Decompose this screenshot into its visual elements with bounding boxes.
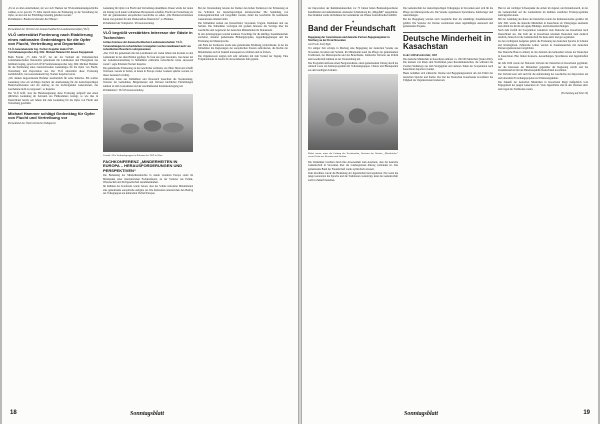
article-text: Die gemeinsame Erinnerung an die Geschichte verbindet, sie öffnet Türen und schafft Vertrauen. Gerade in Zeiten, in denen in Europa wieder Grenzen spürbar werden, ist dieser Austausch wichtig. [103, 66, 193, 77]
article-text: Die Zukunft der deutschen Minderheit in Kasachstan hängt maßgeblich vom Engagement der jungen Generation ab. Viele Jugendliche sind in den Vereinen aktiv und tragen die Traditionen weiter. [498, 80, 588, 91]
group-photo [103, 94, 193, 152]
right-column-3 [498, 7, 588, 407]
article-text: Bei der Veranstaltung betonte der Redner den hohen Stellenwert der Erinnerung an das Schicksal der deutschsprachigen Altösterreicher. Die Sammlung von Zeitzeugenberichten soll fortgeführt werden, damit die Geschichte für kommende Generationen erhalten bleibt. [198, 7, 288, 21]
page-number: 18 [10, 410, 17, 416]
article-text: Heute bemühen sich zahlreiche Vereine und Begegnungszentren um den Erhalt der deutschen Sprache und Kultur. Der Rat der Deutschen Kasachstans koordiniert die Tätigkeit der Organisationen landesweit. [403, 72, 493, 83]
article-text: Die Bedeutung der Minderheitenrechte in einem vereinten Europa stand im Mittelpunkt einer internationalen Fachkonferenz, zu der Vertreter aus Politik, Wissenschaft und Zivilgesellschaft zusammenkamen. [103, 174, 193, 185]
divider [8, 25, 98, 26]
publication-logo: Sonntagsblatt [404, 411, 439, 417]
article-text: „Es ist an allen entscheidend, der wer sich Themen der NS-Kommunistengeschichte widmet, es ist gewollt. 75 Jahre danach muss die Erinnerung an die Vertreibung der Opfer, an das Leid der Flüchtlinge lebendig gehalten werden.“ [8, 7, 98, 17]
article-text: Die deutsche Minderheit in Kasachstan umfasst ca. 180 000 Menschen (Stand 2020). Die meisten von ihnen sind Nachfahren jener Russlanddeutschen, die während des Zweiten Weltkriegs aus dem Wolgagebiet und anderen Teilen der Sowjetunion nach Kasachstan deportiert wurden. [403, 57, 493, 72]
article-text: Die Organisatoren zeigten sich sehr zufrieden mit dem Verlauf der Tagung. Eine Folgekonferenz ist bereits für das kommende Jahr geplant. [198, 54, 288, 61]
article-headline: FACHKONFERENZ „MINDERHEITEN IN EUROPA – HERAUSFORDERUNGEN UND PERSPEKTIVEN“ [103, 158, 183, 173]
left-column-3 [198, 7, 288, 407]
article-text: Zum Abschluss wurde die Bedeutung der Jugendarbeit hervorgehoben. Nur wenn die junge Generation die Sprache und die Traditionen weiterträgt, kann die Gemeinschaft auch in Zukunft bestehen. [308, 171, 398, 182]
article-text: Das Deutsche Haus in Almaty ist das Zentrum des kulturellen Lebens der Deutschen in Kasachstan. Hier finden Konzerte, Ausstellungen, Sprachkurse und Jugendtreffen statt. [498, 51, 588, 61]
article-credit: Präsidialamt der Volkspartei / Presseaussendung [103, 21, 155, 25]
article-text: Gedenktag für Opfer von Flucht und Vertreibung einzuführen. Dieser würde bei vielen ein bislang noch kaum vorhandenes Bewusstsein schaffen, Flucht und Vertreibung als Teil der gemeinsamen europäischen Geschichte zu sehen. „Die Heimatvertriebenen haben viel geleistet für den Wiederaufbau Österreichs“, so Hammer. [103, 7, 193, 21]
article-text: Das Programm umfasste einen Festgottesdienst, einen gemeinsamen Umzug durch die Altstadt sowie ein Kulturprogramm mit Volkstanzgruppen, Chören und Blaskapellen aus den beteiligten Ländern. [308, 61, 398, 72]
article-subheadline: Grünes Interesse der donauschwäbischen Landsmannschaften: VLÖ-Veranstaltungen im tschechischen Grenzgebiet werden zunehmend auch von tschechischen Besuchern wahrgenommen [103, 41, 191, 51]
right-column-1 [308, 7, 398, 407]
article-subheadline: In der UdSSR entrechtet, 1993 [403, 53, 437, 57]
photo-caption: Festakt / Die Verbandsgruppe im Rahmen des VLÖ in Wien [103, 154, 163, 158]
article-text: Nach dem Zerfall der Sowjetunion wanderten viele Deutsche aus Kasachstan nach Deutschland aus. Die Zahl der in Kasachstan lebenden Deutschen sank dadurch deutlich, dennoch ist die Gemeinschaft bis heute aktiv und gut organisiert. [498, 29, 588, 39]
article-text: Der Verband setzt sich auch für die Aufarbeitung der Geschichte der Deportation ein und unterstützt Forschungsprojekte zur Erinnerungskultur. [498, 73, 588, 80]
photo-caption: Dabei waren, unter der Leitung des Vorsitzenden, Vertreter der Vereine „Mostbrücke“ sowie Gäste aus Kroatien und Serbien. [308, 152, 398, 159]
article-text: In den Arbeitsgruppen wurden konkrete Vorschläge für die künftige Zusammenarbeit erarbeitet, darunter gemeinsame Bildungsprojekte, Jugendbegegnungen und die Förderung der Muttersprache. [198, 32, 288, 43]
article-text: Beim Festakt „75 Jahre VLÖ“, bei der der Verband der Volksdeutschen Landsmannschaften Österreichs gemeinsam mit Landsleuten und Ehrengästen das Jubiläum beging, sprach sich ÖVP-Vertriebenensprecher Abg. DDr. Michael Hammer für die Etablierung eines österreichweiten Gedenktages für die Opfer von Flucht, Vertreibung und Deportation aus. Der VLÖ unterstützt diese Forderung nachdrücklich, wie Generalsekretär Ing. Norbert Kapeller betont. [8, 55, 98, 77]
article-headline: Deutsche Minderheit in Kasachstan [403, 33, 492, 51]
left-column-2 [103, 7, 193, 407]
divider [403, 32, 493, 33]
event-photo [308, 74, 398, 150]
continuation-note: (Fortsetzung auf Seite 20) [560, 91, 588, 95]
article-subheadline: Begegnung der Generationen und deutsche Partner-Begegnungsfeier in Marburg an der Drau/Slowenien [308, 35, 390, 42]
article-text: Hier ist ein wichtiger Schwerpunkt die Arbeit im Jugend- und Kinderbereich, in der die Gemeinschaft auf die Landesmittel im Rahmen staatlicher Förderprogramme zurückgreifen kann. [498, 7, 588, 17]
page-number: 19 [583, 410, 590, 416]
article-subheadline: VLÖ-Generalsekretär Ing. Norbert Kapeller dankt ÖVP-Vertriebenensprecher Abg. DDr. Michael Hammer für dessen Engagement [8, 47, 94, 55]
article-text: Zu den wichtigsten Aufgaben gehört die Förderung der deutschen Sprache in Schulen und Kindergärten. Zahlreiche Lehrer werden in Zusammenarbeit mit deutschen Partnerorganisationen fortgebildet. [498, 40, 588, 50]
article-text: Der VLÖ hofft, dass die Bundesregierung diese Forderung aufgreift und einen jährlichen Gedenktag im Zeitraum des Frühsommers festlegt, so wie dies in Deutschland bereits seit Jahren mit dem Gedenktag für die Opfer von Flucht und Vertreibung geschieht. [8, 91, 98, 106]
ornament-icon: ✦ [351, 18, 355, 24]
divider [103, 28, 193, 29]
article-text: Bei der Begegnung wurden auch Gespräche über die zukünftige Zusammenarbeit geführt. Die Vertreter der Vereine vereinbarten einen regelmäßigen Austausch und gemeinsame Projekte. [403, 18, 493, 28]
article-text: „Wir danken Abgeordnetem Hammer ausdrücklich für seine Initiative. Ein solcher Gedenktag wäre ein wichtiges Zeichen der Anerkennung für die deutschsprachigen Heimatvertriebenen und ein Auftrag an die nachfolgenden Generationen, das Geschehene nicht zu vergessen“, so Kapeller. [8, 77, 98, 91]
article-text: Vor einiger Zeit erfolgte in Marburg eine Begegnung der deutschen Vereine aus Slowenien, Kroatien und Serbien. Im Mittelpunkt stand die Pflege der gemeinsamen Traditionen, der Muttersprache und des Brauchtums. Zahlreiche Vertreter aus Politik und Gesellschaft nahmen an der Veranstaltung teil. [308, 47, 398, 61]
article-text: Zahlreiche Gäste aus Südmähren und Österreich besuchten die Veranstaltung. Vertreter der Gemeinden, Bürgermeister und Vertreter kirchlicher Einrichtungen nahmen an dem Gottesdienst und der anschließenden Kranzniederlegung teil. [103, 77, 193, 88]
article-source: Pressedienst der Österreichischen Volkspartei [8, 121, 56, 125]
article-credit: Präsidialamt / VLÖ-Presseaussendung [103, 88, 144, 92]
left-page [2, 0, 298, 424]
article-credit: Präsidialamt / Bundesvorsitzender Karl Hauser [8, 18, 58, 21]
article-headline: Band der Freundschaft [308, 24, 396, 33]
article-text: der Deportation der Rumäniendeutschen vor 75 Jahren haben Bundesabgeordneter Kandlbinder und Außenminister Alexander Schallenberg ihr „Mitgefühl“ ausgedrückt. Das Denkmal wurde im Rahmen der Gedenkfeier am Wiener Zentralfriedhof enthüllt. [308, 7, 398, 17]
article-text: Im Rahmen der Konferenz wurde betont, dass der Schutz nationaler Minderheiten eine gemeinsame europäische Aufgabe sei. Die Referenten unterstrichen den Beitrag der Volksgruppen zur kulturellen Vielfalt Europas. [103, 185, 193, 196]
divider [8, 109, 98, 110]
right-page [302, 0, 598, 424]
article-author: von Erwin Josef Tigla [308, 43, 331, 47]
article-text: Die Teilnehmer brachten durch ihre Anwesenheit zum Ausdruck, dass die deutsche Gemeinschaft in Slowenien über die Landesgrenzen hinweg verbunden ist. Das gemeinsame Band der Freundschaft wurde symbolisch erneuert. [308, 160, 398, 171]
article-text: „Der VLÖ hat gemeinsam mit den Landsleuten seit vielen Jahren den Kontakt zu den Gemeinden in der alten Heimat gepflegt. Es freut uns ganz besonders, dass heuer bei der Gedenkveranstaltung in Südmähren zahlreiche tschechische Gäste anwesend waren“, sagte Präsident Norbert Kapeller. [103, 52, 193, 66]
article-text: Die Teilnehmer kamen aus Deutschland, Slowenien, Ungarn, Rumänien und aus Serbien. Die Teilnehmer verfolgten mit großem Interesse die Vorträge über die Geschichte und Gegenwart der deutschen Minderheiten im Donauraum. [198, 21, 288, 32]
article-headline: VLÖ begrüßt verstärktes Interesse der Gäste in Tschechien [103, 30, 193, 40]
article-headline: Michael Hammer schlägt Gedenktag für Opfer von Flucht und Vertreibung vor [8, 110, 95, 121]
article-headline: VLÖ unterstützt Forderung nach Etablierung eines nationalen Gedenktages für die Opfer von Flucht, Vertreibung und Deportation [8, 32, 93, 47]
article-text: Im Jahr 2020 wurde der Nationale Verband der Deutschen in Kasachstan gegründet, der die Interessen der Minderheit gegenüber der Regierung vertritt und die Zusammenarbeit mit der Bundesrepublik Deutschland koordiniert. [498, 62, 588, 72]
publication-logo: Sonntagsblatt [130, 411, 165, 417]
article-text: Am Ende der Konferenz wurde eine gemeinsame Erklärung verabschiedet, in der die Teilnehmer die Regierungen der europäischen Staaten aufforderten, die Rechte der Minderheiten auch in Zukunft konsequent zu schützen und zu fördern. [198, 43, 288, 54]
article-text: Mit der Gründung des Rates der Deutschen wurde die Kulturautonomie gestärkt. Im Jahr 1991 wurde die deutsche Minderheit in Kasachstan als Volksgruppe anerkannt und erhielt das Recht auf eigene Bildungs- und Kultureinrichtungen. [498, 18, 588, 28]
article-source: Pressedienst der Vertreter der donauschwäbischen Landsmannschaften (VLÖ) [8, 27, 90, 31]
right-column-2 [403, 7, 493, 407]
left-column-1 [8, 7, 98, 407]
article-text: Die Gemeinschaft der deutschsprachigen Volksgruppe in Slowenien setzt sich für die Pflege der Muttersprache ein. Die Vereine organisieren Sprachkurse, Kinderlager und Ausstellungen. [403, 7, 493, 17]
